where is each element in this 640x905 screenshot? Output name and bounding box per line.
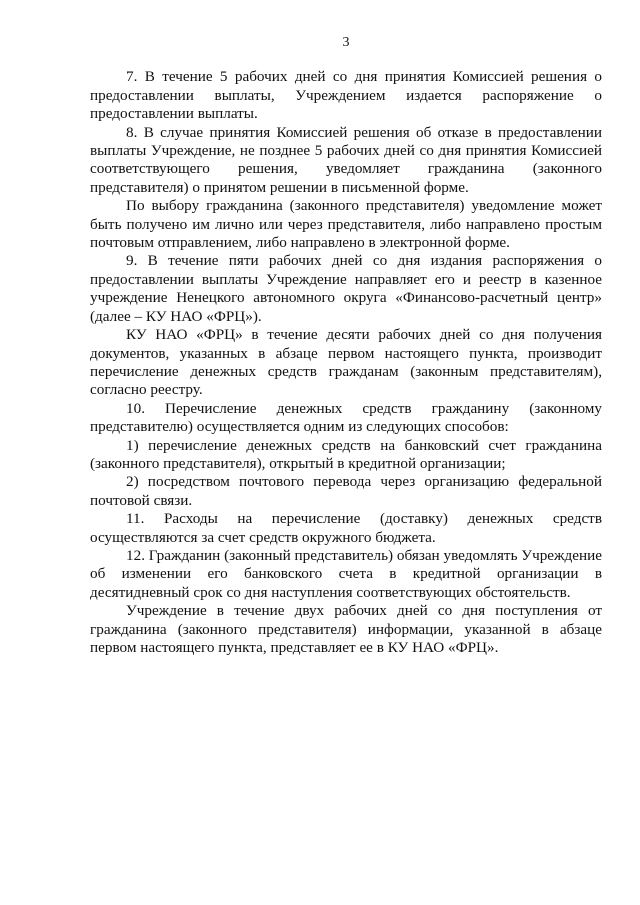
- paragraph-11: 11. Расходы на перечисление (доставку) денежных средств осуществляются за счет средств окружного бюджета.: [90, 510, 602, 546]
- paragraph-10-item-2: 2) посредством почтового перевода через организацию федеральной почтовой связи.: [90, 473, 602, 509]
- paragraph-10: 10. Перечисление денежных средств гражданину (законному представителю) осуществляется одним из следующих способов:: [90, 399, 602, 436]
- document-page: [90, 34, 602, 657]
- paragraph-9-frc: КУ НАО «ФРЦ» в течение десяти рабочих дней со дня получения документов, указанных в абзаце первом настоящего пункта, производит перечисление денежных средств гражданам (законным представителям), согласно реестру.: [90, 326, 602, 399]
- paragraph-8-notice: По выбору гражданина (законного представителя) уведомление может быть получено им лично или через представителя, либо направлено простым почтовым отправлением, либо направлено в электронной форме.: [90, 197, 602, 252]
- paragraph-8: 8. В случае принятия Комиссией решения об отказе в предоставлении выплаты Учреждение, не позднее 5 рабочих дней со дня принятия Комиссией соответствующего решения, уведомляет гражданина (законного представителя) о принятом решении в письменной форме.: [90, 123, 602, 196]
- paragraph-9: 9. В течение пяти рабочих дней со дня издания распоряжения о предоставлении выплаты Учреждение направляет его и реестр в казенное учреждение Ненецкого автономного округа «Финансово-расчетный центр» (далее – КУ НАО «ФРЦ»).: [90, 252, 602, 325]
- paragraph-12-transfer: Учреждение в течение двух рабочих дней со дня поступления от гражданина (законного представителя) информации, указанной в абзаце первом настоящего пункта, представляет ее в КУ НАО «ФРЦ».: [90, 602, 602, 656]
- page-number: 3: [342, 35, 350, 50]
- paragraph-7: 7. В течение 5 рабочих дней со дня принятия Комиссией решения о предоставлении выплаты, Учреждением издается распоряжение о предоставлении выплаты.: [90, 68, 602, 123]
- paragraph-12: 12. Гражданин (законный представитель) обязан уведомлять Учреждение об изменении его банковского счета в кредитной организации в десятидневный срок со дня наступления соответствующих обстоятельств.: [90, 546, 602, 601]
- paragraph-10-item-1: 1) перечисление денежных средств на банковский счет гражданина (законного представителя), открытый в кредитной организации;: [90, 436, 602, 472]
